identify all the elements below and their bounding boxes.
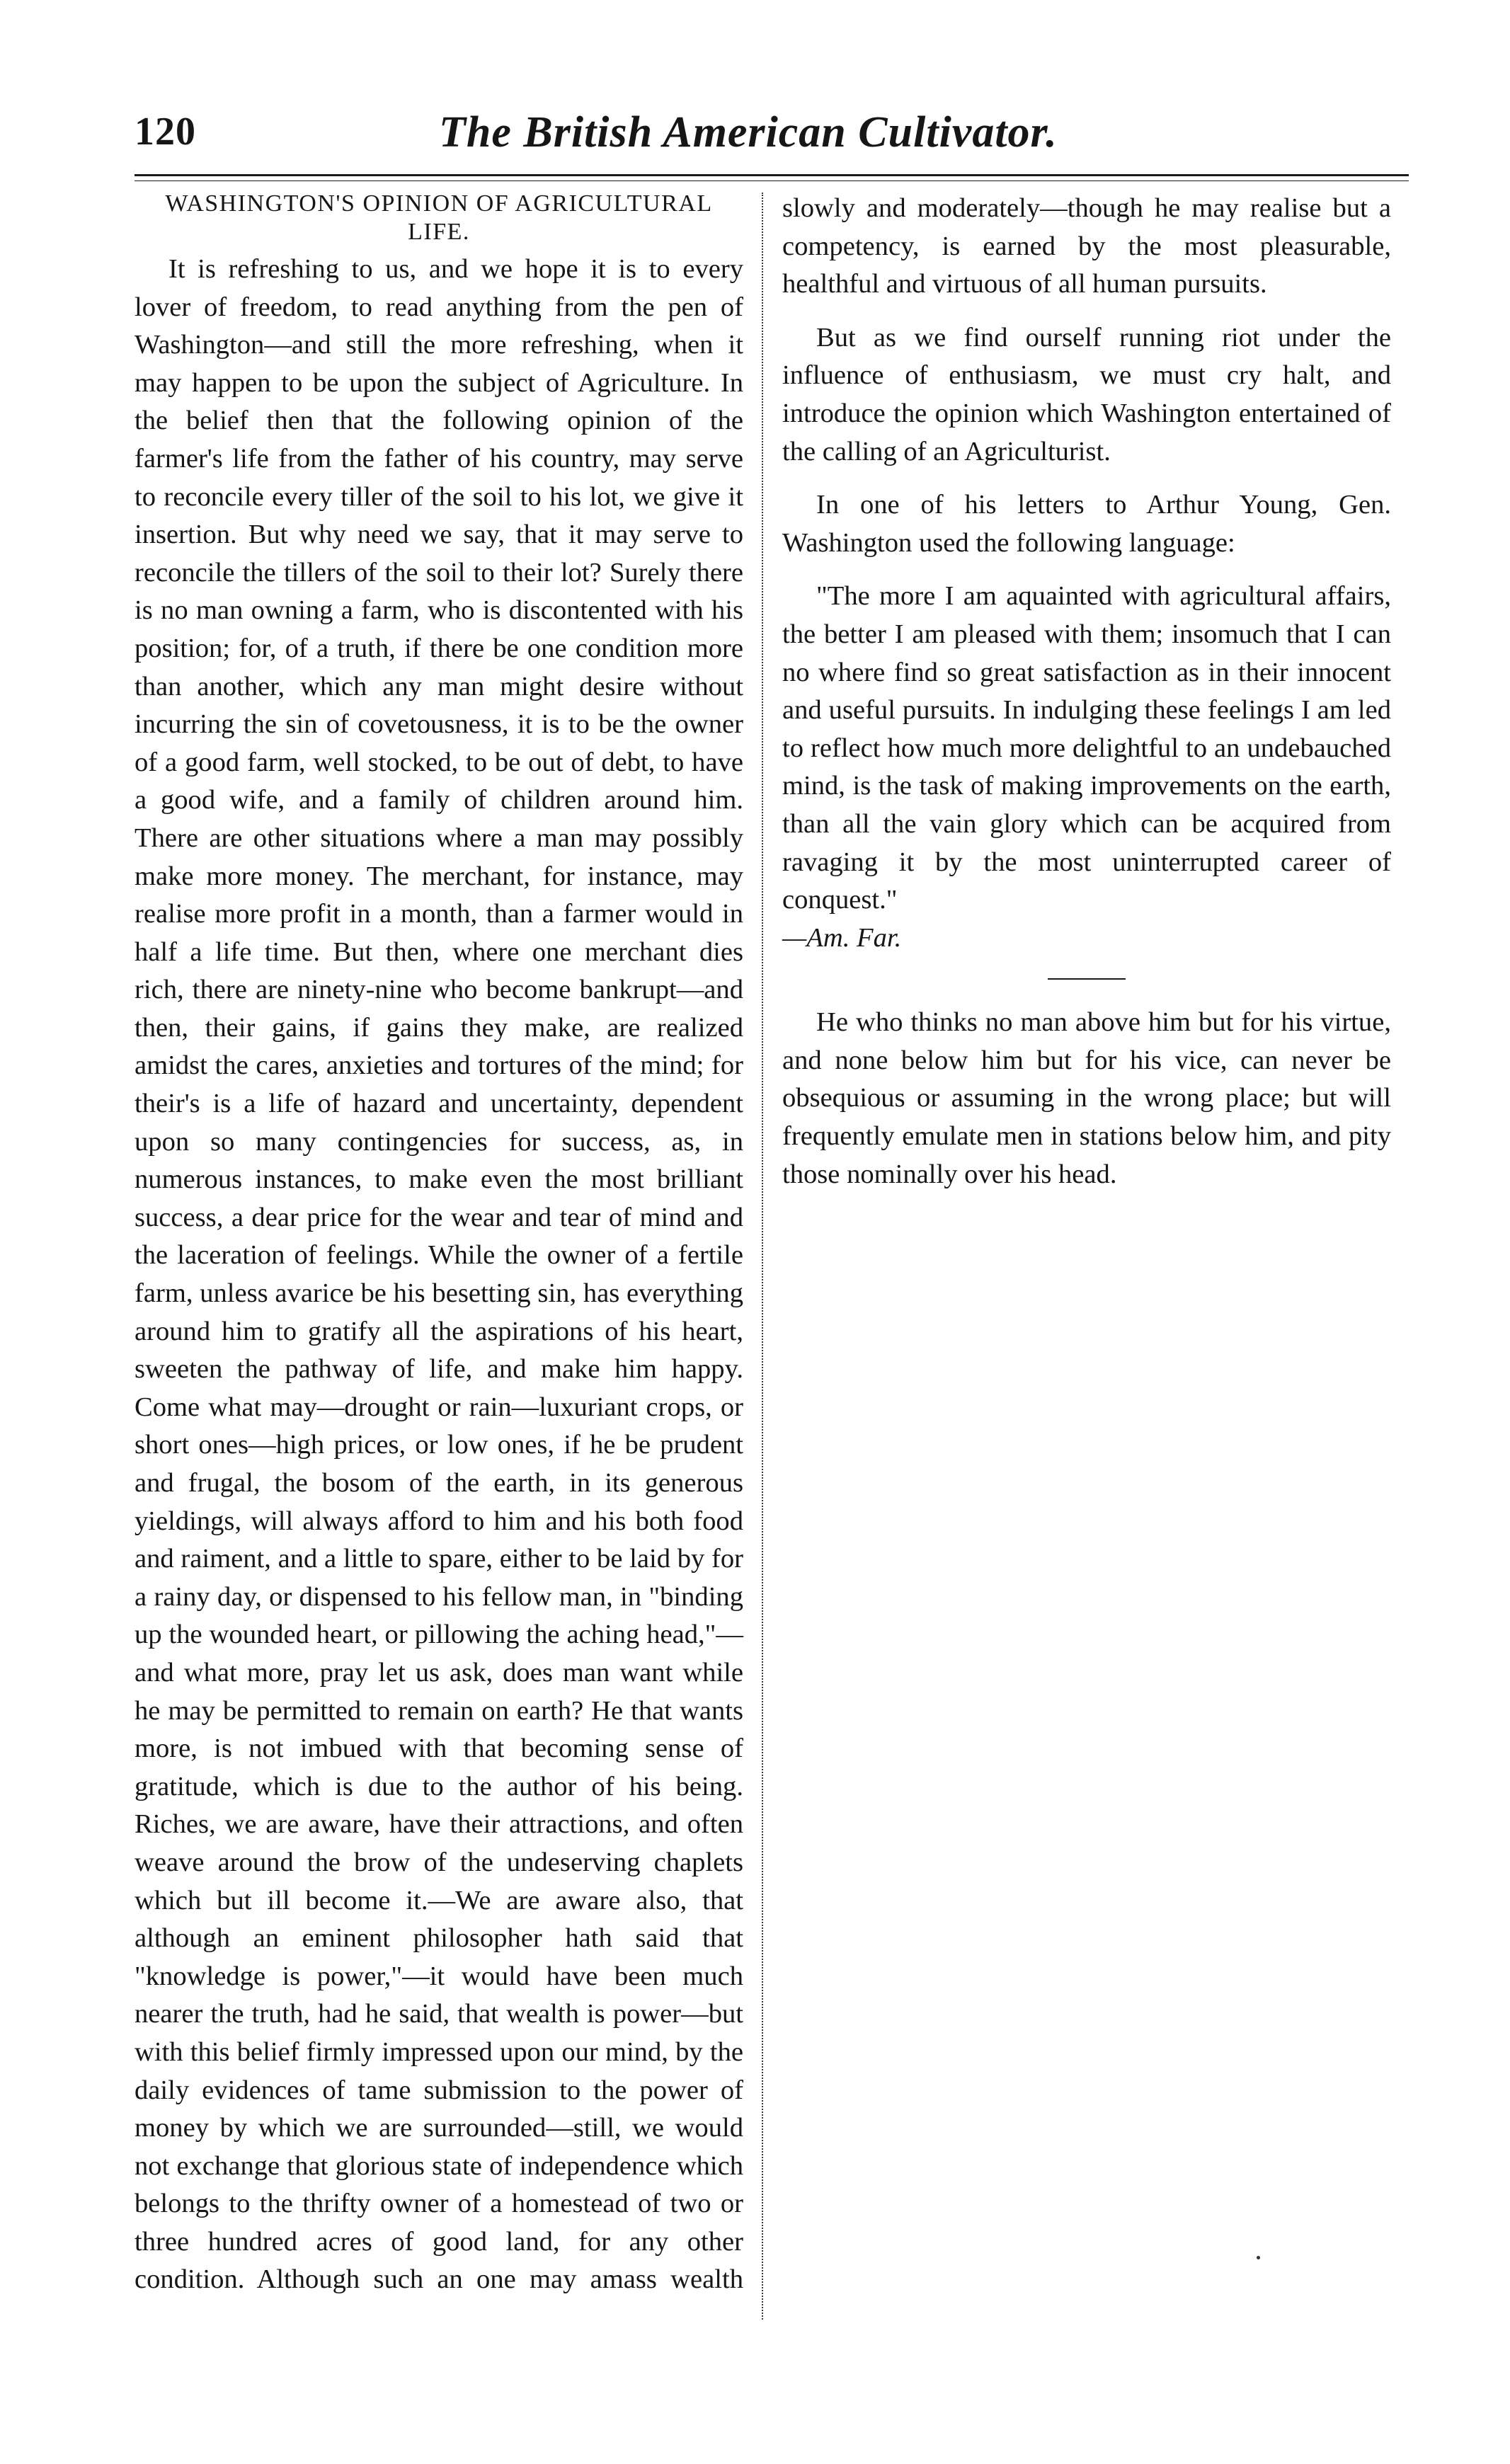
article-paragraph: In one of his letters to Arthur Young, Gen. Washington used the following language: xyxy=(782,490,1391,558)
article-paragraph: But as we find ourself running riot under the influence of enthusiasm, we must cry halt, and introduce the opinion which Washington entertained of the calling of an Agriculturist. xyxy=(782,322,1391,466)
article-body-continued xyxy=(782,190,1391,304)
article-columns xyxy=(135,190,1409,2370)
header-rule xyxy=(135,174,1409,181)
washington-quote: "The more I am aquainted with agricultural affairs, the better I am pleased with them; insomuch that I can no where find so great satisfaction as in their innocent and useful pursuits. In indulging these feelings I am led to reflect how much more delightful to an undebauched mind, is the task of making improvements on the earth, than all the vain glory which can be acquired from ravaging it by the most uninterrupted career of conquest." xyxy=(782,581,1391,915)
short-article: He who thinks no man above him but for his virtue, and none below him but for his vice, can never be obsequious or assuming in the wrong place; but will frequently emulate men in stations below him, and pity those nominally over his head. xyxy=(782,1007,1391,1189)
article-paragraph: It is refreshing to us, and we hope it is to every lover of freedom, to read anything from the pen of Washington—and still the more refreshing, when it may happen to be upon the subject of Agriculture. In the belief then that the following opinion of the farmer's life from the father of his country, may serve to reconcile every tiller of the soil to his lot, we give it insertion. But why need we say, that it may serve to reconcile the tillers of the soil to their lot? Surely there is no man owning a farm, who is discontented with his position; for, of a truth, if there be one condition more than another, which any man might desire without incurring the sin of covetousness, it is to be the owner of a good farm, well stocked, to be out of debt, to have a good wife, and a family of children around him. There are other situations where a man may possibly make more money. The merchant, for instance, may realise more profit in a month, than a farmer would in half a life time. But then, where one merchant dies rich, there are ninety-nine who become bankrupt—and then, their gains, if gains they make, are realized amidst the cares, anxieties and tortures of the mind; for their's is a life of hazard and uncertainty, dependent upon so many contingencies for success, as, in numerous instances, to make even the most brilliant success, a dear price for the wear and tear of mind and the laceration of feelings. While the owner of a fertile farm, unless avarice be his besetting sin, has everything around him to gratify all the aspirations of his heart, sweeten the pathway of life, and make him happy. Come what may—drought or rain—luxuriant crops, or short ones—high prices, or low ones, if he be prudent and frugal, the bosom of the earth, in its generous yieldings, will always afford to him and his both food and raiment, and a little to spare, either to be laid by for a rainy day, or dispensed to his fellow man, in "binding up the wounded heart, or pillowing the aching head,"—and what more, pray let us ask, does man want while he may be permitted to remain on earth? He that wants more, is not imbued with that becoming sense of gratitude, which is due to the author of his being. Riches, we are aware, have their attractions, and often weave around the brow of the undeserving chaplets which but ill become it.—We are aware also, that although an eminent philosopher hath said that "knowledge is power,"—it would have been much nearer the truth, had he said, that wealth is power—but with this belief firmly impressed upon our mind, by the daily evidences of tame submission to the power of money by which we are surrounded—still, we would not exchange that glorious state of independence which belongs to the thrifty owner of a homestead of two or three hundred acres of good land, for any other condition. Although such an one may amass wealth xyxy=(135,254,743,2295)
column-right xyxy=(782,190,1391,1193)
quote-source: —Am. Far. xyxy=(782,922,902,953)
print-speck xyxy=(1257,2256,1260,2259)
article-body xyxy=(135,251,743,2299)
journal-title: The British American Cultivator. xyxy=(439,108,1058,156)
newspaper-page xyxy=(135,106,1409,2393)
page-header xyxy=(135,106,1409,184)
column-divider xyxy=(762,193,763,2320)
article-paragraph-continued: slowly and moderately—though he may realise but a competency, is earned by the most pleasurable, healthful and virtuous of all human pursuits. xyxy=(782,193,1391,299)
column-left xyxy=(135,190,743,2299)
article-title: WASHINGTON'S OPINION OF AGRICULTURAL LIFE. xyxy=(165,190,713,245)
article-separator xyxy=(1048,978,1126,980)
page-number: 120 xyxy=(135,110,196,154)
